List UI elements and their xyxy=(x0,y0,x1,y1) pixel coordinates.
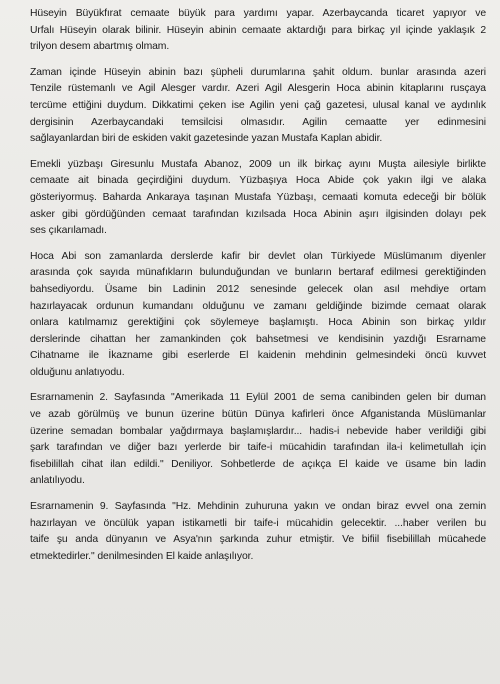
text-line: ve azab görülmüş ve bunun üzerine bütün Dünya kafirleri önce Afganistanda Müslümanlar xyxy=(30,409,486,421)
text-line: Hoca Abi son zamanlarda derslerde kafir bir devlet olan Türkiyede Müslümanım diyenler xyxy=(30,250,486,262)
text-line: dergisinin Azerbaycandaki temsilcisi olmasıdır. Agilin cemaatte yer edinmesini xyxy=(30,116,486,128)
text-line: cemaate ait binada geçirdiğini duydum. Yüzbaşıya Hoca Abide çok yakın ilgi ve alaka xyxy=(30,175,486,187)
paragraph xyxy=(30,157,486,240)
text-line: üzerine semadan bombalar yağdırmaya başlamışlardır... hadis-i nebevide haber verildiği gibi xyxy=(30,425,486,437)
text-line: bahsediyordu. Üsame bin Ladinin 2012 senesinde gelecek olan asıl mehdiye ortam xyxy=(30,283,486,295)
paragraph xyxy=(30,390,486,490)
text-line: Zaman içinde Hüseyin abinin bazı şüpheli durumlarına şahit oldum. bunlar arasında azeri xyxy=(30,66,486,78)
text-line: etmektedirler." denilmesinden El kaide anlaşılıyor. xyxy=(30,550,254,562)
text-line: onlara katılmamız gerektiğini çok söylemeye başlamıştı. Hoca Abinin son birkaç yıldır xyxy=(30,317,486,329)
text-line: Cihatname ile İkazname gibi eserlerde El kaidenin mehdinin gelmesindeki öncü kuvvet xyxy=(30,350,486,362)
text-line: fisebilillah cihat ilan edildi." Deniliyor. Sohbetlerde de açıkça El kaide ve üsame bin ladin xyxy=(30,458,486,470)
text-line: taife şu anda dünyanın ve Asya'nın şarkında zuhur etmiştir. Ve bifiil fisebilillah mücahede xyxy=(30,534,486,546)
text-line: gösteriyormuş. Baharda Ankaraya taşınan Mustafa Yüzbaşı, cemaati komuta edeceği bir bölük xyxy=(30,191,486,203)
text-line: asker gibi gördüğünden cemaat tarafından kızılsada Hoca Abinin aşırı ilgisinden dolayı pek xyxy=(30,208,486,220)
text-line: Urfalı Hüseyin olarak bilinir. Hüseyin abinin cemaate aktardığı para birkaç yıl içinde yaklaşık 2 xyxy=(30,24,486,36)
paragraph xyxy=(30,499,486,565)
text-line: Esrarnamenin 9. Sayfasında "Hz. Mehdinin zuhuruna yakın ve ondan biraz evvel ona zemin xyxy=(30,501,486,513)
text-line: Tenzile rüstemanlı ve Agil Alesger vardır. Azeri Agil Alesgerin Hoca abinin kitaplarını rusçaya xyxy=(30,83,486,95)
text-line: anlatılıyodu. xyxy=(30,475,85,487)
text-line: Esrarnamenin 2. Sayfasında "Amerikada 11 Eylül 2001 de sema canibinden gelen bir duman xyxy=(30,392,486,404)
text-line: olduğunu anlatıyodu. xyxy=(30,366,125,378)
text-line: hazırlayan ve öncülük yapan istikametli bir taife-i mücahidin gelecektir. ...haber verilen bu xyxy=(30,517,486,529)
paragraph xyxy=(30,6,486,56)
text-line: şark tarafından ve diğer bazı yerlerde bir taife-i mücahidin tarafından ila-i kelimetullah için xyxy=(30,442,486,454)
text-line: tercüme ettiğini duydum. Dikkatimi çeken ise Agilin yeni çağ gazetesi, ulusal kanal ve aydınlık xyxy=(30,99,486,111)
text-line: hazırlayacak ordunun kumandanı olduğunu ve zamanı geldiğinde bizimde cemaat olarak xyxy=(30,300,486,312)
text-line: Hüseyin Büyükfırat cemaate büyük para yardımı yapar. Azerbaycanda ticaret yapıyor ve xyxy=(30,8,486,19)
text-line: ses çıkarılamadı. xyxy=(30,225,107,237)
text-line: derslerinde cihattan her zamankinden çok bahsetmesi ve kendisinin yazdığı Esrarname xyxy=(30,333,486,345)
text-line: trilyon desem abartmış olmam. xyxy=(30,41,170,53)
paragraph xyxy=(30,65,486,148)
text-line: sağlayanlardan biri de eskiden vakit gazetesinde yazan Mustafa Kaplan abidir. xyxy=(30,133,383,145)
text-line: Emekli yüzbaşı Giresunlu Mustafa Abanoz, 2009 un ilk birkaç ayını Muşta ailesiyle birlikte xyxy=(30,158,486,170)
paragraph xyxy=(30,249,486,382)
text-line: arasında çok sayıda münafıkların bulunduğundan ve bunların bertaraf edilmesi gerektiğinden xyxy=(30,267,486,279)
